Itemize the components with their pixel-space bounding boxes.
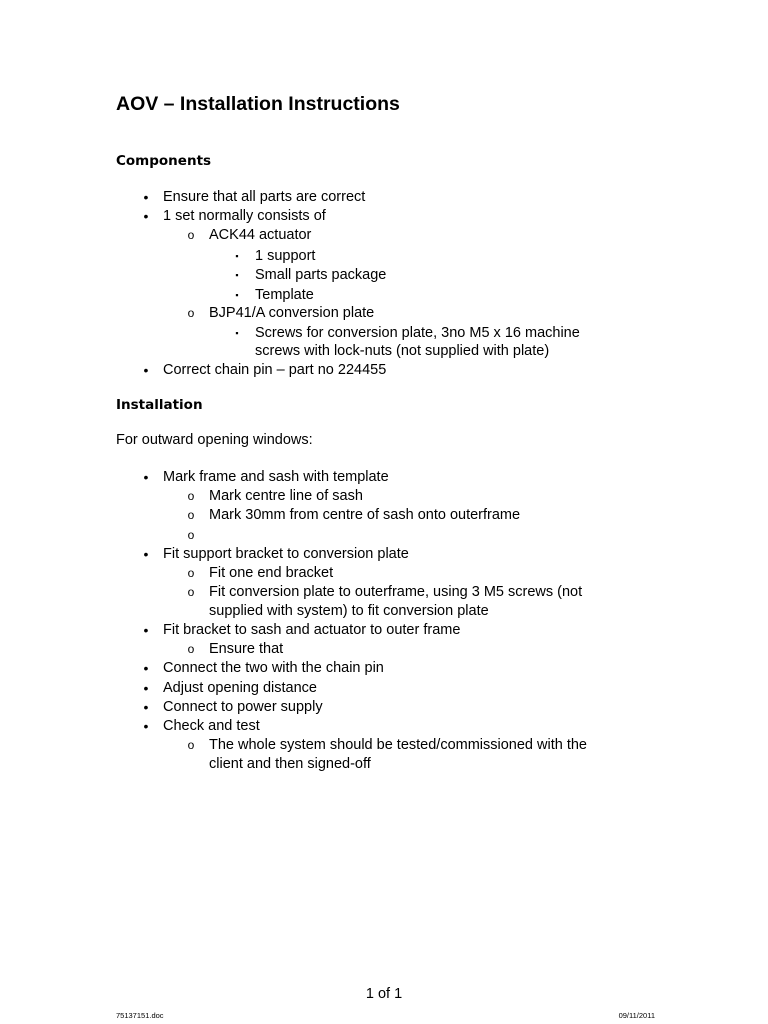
bullet-disc-icon: • xyxy=(143,546,149,562)
list-item-text: Connect the two with the chain pin xyxy=(163,660,384,676)
list-item-text: Fit conversion plate to outerframe, using 3 M5 screws (not xyxy=(209,584,583,600)
bullet-circle-icon: o xyxy=(187,642,195,656)
list-item-text: 1 support xyxy=(255,248,316,264)
bullet-square-icon: ▪ xyxy=(235,270,239,280)
bullet-square-icon: ▪ xyxy=(235,328,239,338)
list-item-text: ACK44 actuator xyxy=(209,227,312,243)
bullet-disc-icon: • xyxy=(143,189,149,205)
bullet-circle-icon: o xyxy=(187,228,195,242)
bullet-disc-icon: • xyxy=(143,699,149,715)
bullet-disc-icon: • xyxy=(143,680,149,696)
installation-heading: Installation xyxy=(116,397,203,413)
list-item-text: screws with lock-nuts (not supplied with plate) xyxy=(255,343,550,359)
bullet-circle-icon: o xyxy=(187,738,195,752)
list-item-text: client and then signed-off xyxy=(209,756,371,772)
bullet-square-icon: ▪ xyxy=(235,251,239,261)
bullet-disc-icon: • xyxy=(143,362,149,378)
page-title: AOV – Installation Instructions xyxy=(116,93,400,115)
list-item-text: Mark frame and sash with template xyxy=(163,469,389,485)
list-item-text: Mark 30mm from centre of sash onto outerframe xyxy=(209,507,521,523)
list-item-text: 1 set normally consists of xyxy=(163,208,326,224)
bullet-square-icon: ▪ xyxy=(235,290,239,300)
list-item-text: Template xyxy=(255,287,314,303)
list-item-text: Ensure that all parts are correct xyxy=(163,189,366,205)
list-item-text: The whole system should be tested/commissioned with the xyxy=(209,737,587,753)
list-item-text: Check and test xyxy=(163,718,260,734)
list-item-text: Connect to power supply xyxy=(163,699,323,715)
list-item-text: Correct chain pin – part no 224455 xyxy=(163,362,387,378)
bullet-circle-icon: o xyxy=(187,489,195,503)
list-item-text: Screws for conversion plate, 3no M5 x 16 machine xyxy=(255,325,580,341)
footer-filename: 75137151.doc xyxy=(116,1011,164,1020)
bullet-disc-icon: • xyxy=(143,718,149,734)
list-item-text: Fit one end bracket xyxy=(209,565,334,581)
list-item-text: Small parts package xyxy=(255,267,387,283)
list-item-text: supplied with system) to fit conversion plate xyxy=(209,603,489,619)
list-item-text: BJP41/A conversion plate xyxy=(209,305,375,321)
components-heading: Components xyxy=(116,153,212,169)
list-item-text: Fit support bracket to conversion plate xyxy=(163,546,409,562)
list-item-text: Adjust opening distance xyxy=(163,680,317,696)
bullet-circle-icon: o xyxy=(187,585,195,599)
page-number: 1 of 1 xyxy=(365,986,403,1002)
list-item-text: Mark centre line of sash xyxy=(209,488,363,504)
bullet-disc-icon: • xyxy=(143,208,149,224)
bullet-disc-icon: • xyxy=(143,660,149,676)
bullet-circle-icon: o xyxy=(187,566,195,580)
footer-date: 09/11/2011 xyxy=(618,1011,655,1020)
list-item-text: Ensure that xyxy=(209,641,284,657)
bullet-circle-icon: o xyxy=(187,528,195,542)
bullet-circle-icon: o xyxy=(187,508,195,522)
bullet-circle-icon: o xyxy=(187,306,195,320)
bullet-disc-icon: • xyxy=(143,622,149,638)
bullet-disc-icon: • xyxy=(143,469,149,485)
installation-intro: For outward opening windows: xyxy=(116,432,313,448)
list-item-text: Fit bracket to sash and actuator to outer frame xyxy=(163,622,461,638)
